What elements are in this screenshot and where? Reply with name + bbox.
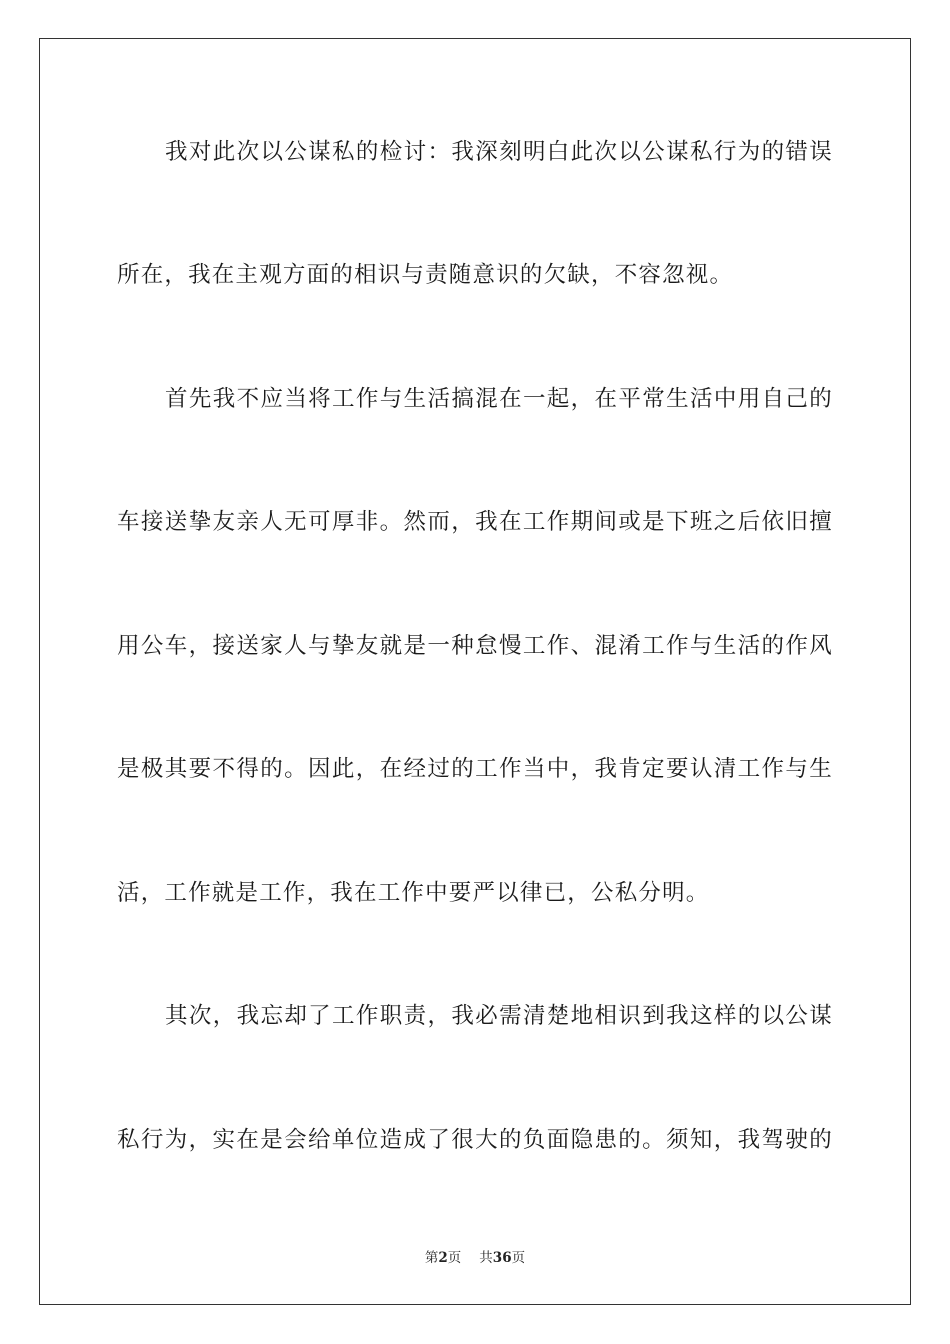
- page-suffix: 页: [447, 1250, 462, 1266]
- paragraph-3-line-1: 其次，我忘却了工作职责，我必需清楚地相识到我这样的以公谋: [165, 1003, 833, 1029]
- total-pages: 36: [492, 1250, 512, 1266]
- paragraph-2-line-2: 车接送挚友亲人无可厚非。然而，我在工作期间或是下班之后依旧擅: [117, 509, 833, 535]
- paragraph-1-line-1: 我对此次以公谋私的检讨：我深刻明白此次以公谋私行为的错误: [165, 139, 833, 165]
- paragraph-2-line-4: 是极其要不得的。因此，在经过的工作当中，我肯定要认清工作与生: [117, 756, 833, 782]
- paragraph-1-line-2: 所在，我在主观方面的相识与责随意识的欠缺，不容忽视。: [117, 262, 734, 288]
- page-prefix: 第: [424, 1250, 439, 1266]
- total-suffix: 页: [511, 1250, 526, 1266]
- paragraph-2-line-1: 首先我不应当将工作与生活搞混在一起，在平常生活中用自己的: [165, 386, 833, 412]
- page-footer: [0, 1246, 950, 1266]
- paragraph-2-line-5: 活，工作就是工作，我在工作中要严以律已，公私分明。: [117, 880, 710, 906]
- page-border: [39, 38, 911, 1305]
- paragraph-3-line-2: 私行为，实在是会给单位造成了很大的负面隐患的。须知，我驾驶的: [117, 1127, 833, 1153]
- paragraph-2-line-3: 用公车，接送家人与挚友就是一种怠慢工作、混淆工作与生活的作风: [117, 633, 833, 659]
- page-number: 2: [438, 1250, 448, 1266]
- total-prefix: 共: [479, 1250, 493, 1266]
